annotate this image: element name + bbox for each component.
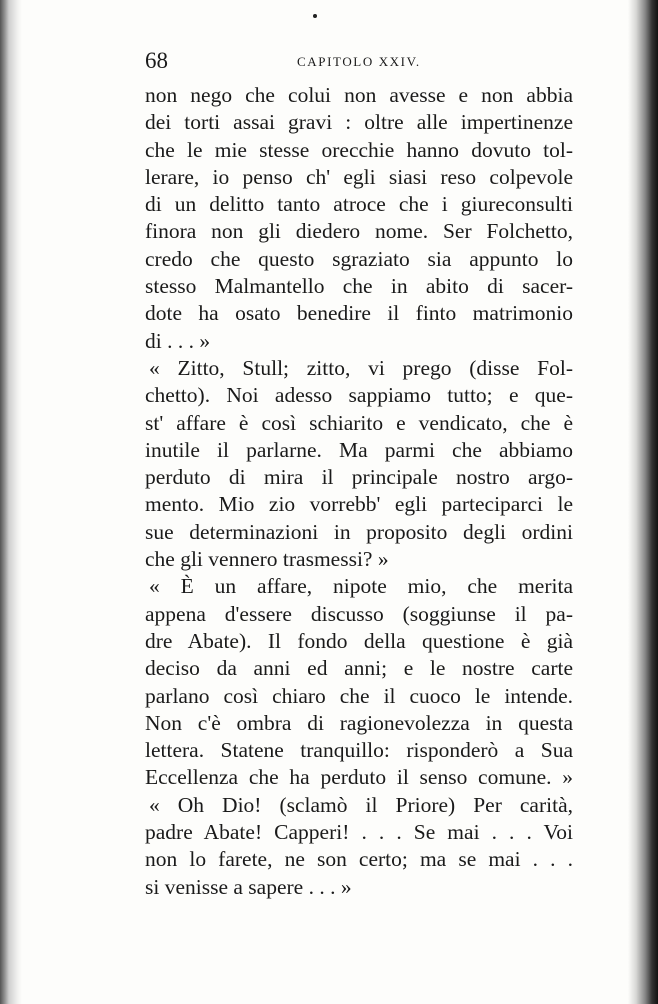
text-line: chetto). Noi adesso sappiamo tutto; e que-: [145, 383, 573, 408]
text-line: dote ha osato benedire il finto matrimonio: [145, 301, 573, 326]
text-line: non nego che colui non avesse e non abbia: [145, 83, 573, 107]
text-line: Eccellenza che ha perduto il senso comune. »: [145, 765, 573, 790]
text-line: si venisse a sapere . . . »: [145, 874, 352, 899]
text-line: che le mie stesse orecchie hanno dovuto tol-: [145, 137, 573, 162]
text-line: dei torti assai gravi : oltre alle impertinenze: [145, 110, 573, 135]
text-line: st' affare è così schiarito e vendicato, che è: [145, 410, 573, 435]
text-line: « Oh Dio! (sclamò il Priore) Per carità,: [149, 792, 573, 817]
body-text: [145, 82, 573, 901]
text-line: appena d'essere discusso (soggiunse il pa-: [145, 601, 573, 626]
text-line: inutile il parlarne. Ma parmi che abbiamo: [145, 437, 573, 462]
text-line: padre Abate! Capperi! . . . Se mai . . . Voi: [145, 820, 573, 845]
text-line: di un delitto tanto atroce che i giureconsulti: [145, 192, 573, 217]
text-line: non lo farete, ne son certo; ma se mai . . .: [145, 847, 573, 872]
text-line: dre Abate). Il fondo della questione è già: [145, 628, 573, 653]
book-page: [145, 48, 573, 901]
text-line: finora non gli diedero nome. Ser Folchetto,: [145, 219, 573, 244]
page-gutter-right: [628, 0, 658, 1004]
text-line: che gli vennero trasmessi? »: [145, 547, 389, 572]
text-line: mento. Mio zio vorrebb' egli parteciparci le: [145, 492, 573, 517]
text-line: « È un affare, nipote mio, che merita: [149, 574, 573, 599]
text-line: Non c'è ombra di ragionevolezza in questa: [145, 710, 573, 735]
text-line: sue determinazioni in proposito degli ordini: [145, 519, 573, 544]
text-line: credo che questo sgraziato sia appunto lo: [145, 246, 573, 271]
page-number: 68: [145, 48, 168, 73]
page-gutter-left: [0, 0, 22, 1004]
text-line: parlano così chiaro che il cuoco le intende.: [145, 683, 573, 708]
text-line: perduto di mira il principale nostro argo-: [145, 465, 573, 490]
text-line: deciso da anni ed anni; e le nostre carte: [145, 656, 573, 681]
running-head: [145, 48, 573, 82]
text-line: di . . . »: [145, 328, 211, 353]
text-line: stesso Malmantello che in abito di sacer-: [145, 274, 573, 299]
text-line: « Zitto, Stull; zitto, vi prego (disse Fol-: [149, 355, 573, 380]
text-line: lettera. Statene tranquillo: risponderò a Sua: [145, 738, 573, 763]
chapter-title: CAPITOLO XXIV.: [297, 54, 421, 69]
print-mark-dot: [313, 14, 317, 18]
text-line: lerare, io penso ch' egli siasi reso colpevole: [145, 164, 573, 189]
